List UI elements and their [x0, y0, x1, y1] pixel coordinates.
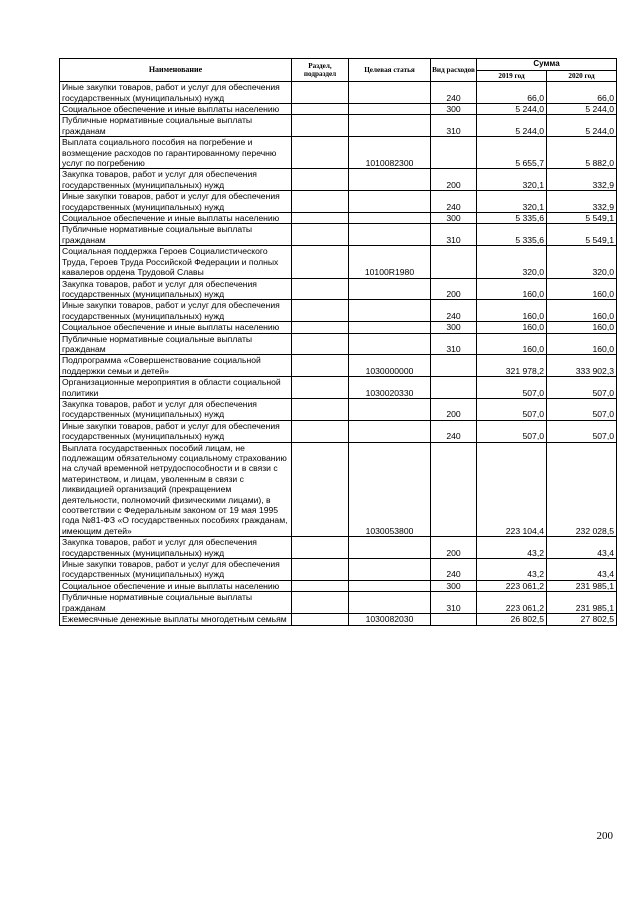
cell-sum-2019: 507,0	[477, 420, 547, 442]
header-name: Наименование	[60, 59, 292, 82]
cell-expense-kind: 240	[431, 420, 477, 442]
cell-name: Социальное обеспечение и иные выплаты населению	[60, 104, 292, 115]
cell-name: Иные закупки товаров, работ и услуг для обеспечения государственных (муниципальных) нужд	[60, 559, 292, 581]
table-row	[60, 246, 617, 278]
cell-sum-2019: 507,0	[477, 377, 547, 399]
cell-sum-2019: 5 655,7	[477, 137, 547, 169]
cell-section	[292, 137, 349, 169]
table-row	[60, 398, 617, 420]
table-row	[60, 213, 617, 224]
cell-name: Закупка товаров, работ и услуг для обеспечения государственных (муниципальных) нужд	[60, 537, 292, 559]
cell-section	[292, 398, 349, 420]
table-row	[60, 537, 617, 559]
cell-name: Публичные нормативные социальные выплаты гражданам	[60, 115, 292, 137]
cell-target-article: 1030020330	[349, 377, 431, 399]
cell-target-article	[349, 333, 431, 355]
cell-name: Социальное обеспечение и иные выплаты населению	[60, 580, 292, 591]
cell-expense-kind	[431, 355, 477, 377]
cell-section	[292, 442, 349, 537]
cell-name: Выплата социального пособия на погребение и возмещение расходов по гарантированному перечню услуг по погребению	[60, 137, 292, 169]
cell-target-article	[349, 300, 431, 322]
cell-expense-kind: 240	[431, 191, 477, 213]
cell-sum-2019: 320,1	[477, 169, 547, 191]
cell-section	[292, 614, 349, 625]
cell-section	[292, 322, 349, 333]
budget-table	[59, 58, 617, 626]
table-row	[60, 115, 617, 137]
cell-sum-2019: 320,1	[477, 191, 547, 213]
cell-sum-2020: 332,9	[547, 191, 617, 213]
table-row	[60, 592, 617, 614]
cell-expense-kind: 310	[431, 115, 477, 137]
header-sum: Сумма	[477, 59, 617, 71]
cell-name: Социальная поддержка Героев Социалистического Труда, Героев Труда Российской Федерации и полных кавалеров ордена Трудовой Славы	[60, 246, 292, 278]
table-row	[60, 322, 617, 333]
cell-section	[292, 377, 349, 399]
cell-expense-kind	[431, 442, 477, 537]
table-row	[60, 300, 617, 322]
cell-target-article	[349, 420, 431, 442]
cell-sum-2019: 160,0	[477, 333, 547, 355]
cell-section	[292, 213, 349, 224]
cell-sum-2019: 160,0	[477, 278, 547, 300]
cell-target-article	[349, 592, 431, 614]
cell-expense-kind: 300	[431, 213, 477, 224]
cell-section	[292, 580, 349, 591]
cell-section	[292, 420, 349, 442]
cell-expense-kind: 240	[431, 559, 477, 581]
cell-sum-2019: 223 104,4	[477, 442, 547, 537]
cell-target-article	[349, 322, 431, 333]
cell-sum-2020: 27 802,5	[547, 614, 617, 625]
cell-sum-2020: 332,9	[547, 169, 617, 191]
cell-target-article	[349, 115, 431, 137]
cell-sum-2020: 320,0	[547, 246, 617, 278]
cell-expense-kind	[431, 377, 477, 399]
cell-section	[292, 191, 349, 213]
table-row	[60, 278, 617, 300]
cell-name: Организационные мероприятия в области социальной политики	[60, 377, 292, 399]
cell-name: Выплата государственных пособий лицам, не подлежащим обязательному социальному страхованию на случай временной нетрудоспособности и в связи с материнством, и лицам, уволенным в связи с ликвидацией организаций (прекращением деятельности, полномочий физическими лицами), в соответствии с Федеральным законом от 19 мая 1995 года №81-ФЗ «О государственных пособиях гражданам, имеющим детей»	[60, 442, 292, 537]
cell-expense-kind: 300	[431, 322, 477, 333]
cell-expense-kind: 200	[431, 398, 477, 420]
cell-sum-2020: 231 985,1	[547, 580, 617, 591]
cell-name: Социальное обеспечение и иные выплаты населению	[60, 322, 292, 333]
cell-sum-2019: 5 244,0	[477, 115, 547, 137]
table-row	[60, 559, 617, 581]
cell-sum-2019: 5 244,0	[477, 104, 547, 115]
cell-expense-kind: 310	[431, 224, 477, 246]
cell-expense-kind: 240	[431, 82, 477, 104]
cell-target-article: 10100R1980	[349, 246, 431, 278]
cell-section	[292, 169, 349, 191]
cell-target-article	[349, 169, 431, 191]
cell-target-article: 1030082030	[349, 614, 431, 625]
cell-sum-2020: 231 985,1	[547, 592, 617, 614]
cell-sum-2019: 5 335,6	[477, 213, 547, 224]
cell-sum-2020: 43,4	[547, 537, 617, 559]
header-target-article: Целевая статья	[349, 59, 431, 82]
cell-name: Публичные нормативные социальные выплаты гражданам	[60, 333, 292, 355]
cell-name: Социальное обеспечение и иные выплаты населению	[60, 213, 292, 224]
cell-sum-2019: 5 335,6	[477, 224, 547, 246]
cell-target-article: 1030000000	[349, 355, 431, 377]
cell-sum-2020: 160,0	[547, 300, 617, 322]
cell-sum-2020: 507,0	[547, 398, 617, 420]
cell-name: Публичные нормативные социальные выплаты гражданам	[60, 592, 292, 614]
table-row	[60, 104, 617, 115]
cell-sum-2019: 66,0	[477, 82, 547, 104]
cell-target-article: 1030053800	[349, 442, 431, 537]
cell-section	[292, 559, 349, 581]
cell-expense-kind	[431, 246, 477, 278]
cell-sum-2019: 160,0	[477, 300, 547, 322]
cell-expense-kind: 200	[431, 169, 477, 191]
cell-expense-kind: 200	[431, 278, 477, 300]
cell-sum-2019: 321 978,2	[477, 355, 547, 377]
table-row	[60, 355, 617, 377]
table-row	[60, 169, 617, 191]
cell-name: Иные закупки товаров, работ и услуг для обеспечения государственных (муниципальных) нужд	[60, 82, 292, 104]
cell-name: Иные закупки товаров, работ и услуг для обеспечения государственных (муниципальных) нужд	[60, 300, 292, 322]
table-row	[60, 333, 617, 355]
table-row	[60, 420, 617, 442]
cell-target-article	[349, 224, 431, 246]
cell-sum-2019: 320,0	[477, 246, 547, 278]
cell-sum-2020: 43,4	[547, 559, 617, 581]
cell-target-article	[349, 104, 431, 115]
header-section: Раздел, подраздел	[292, 59, 349, 82]
table-body	[60, 82, 617, 625]
cell-sum-2020: 5 244,0	[547, 104, 617, 115]
table-row	[60, 377, 617, 399]
cell-name: Иные закупки товаров, работ и услуг для обеспечения государственных (муниципальных) нужд	[60, 420, 292, 442]
cell-section	[292, 224, 349, 246]
cell-section	[292, 104, 349, 115]
cell-target-article: 1010082300	[349, 137, 431, 169]
cell-name: Ежемесячные денежные выплаты многодетным семьям	[60, 614, 292, 625]
cell-section	[292, 82, 349, 104]
cell-expense-kind: 300	[431, 104, 477, 115]
cell-name: Закупка товаров, работ и услуг для обеспечения государственных (муниципальных) нужд	[60, 398, 292, 420]
cell-section	[292, 246, 349, 278]
cell-target-article	[349, 559, 431, 581]
cell-sum-2019: 223 061,2	[477, 592, 547, 614]
header-expense-kind: Вид расходов	[431, 59, 477, 82]
cell-expense-kind: 200	[431, 537, 477, 559]
cell-sum-2020: 160,0	[547, 278, 617, 300]
cell-sum-2020: 5 882,0	[547, 137, 617, 169]
cell-name: Закупка товаров, работ и услуг для обеспечения государственных (муниципальных) нужд	[60, 169, 292, 191]
cell-name: Публичные нормативные социальные выплаты гражданам	[60, 224, 292, 246]
cell-target-article	[349, 191, 431, 213]
table-row	[60, 614, 617, 625]
cell-section	[292, 278, 349, 300]
table-row	[60, 224, 617, 246]
cell-target-article	[349, 82, 431, 104]
cell-sum-2020: 160,0	[547, 333, 617, 355]
table-row	[60, 580, 617, 591]
cell-expense-kind: 310	[431, 592, 477, 614]
cell-section	[292, 115, 349, 137]
cell-expense-kind	[431, 614, 477, 625]
cell-target-article	[349, 580, 431, 591]
header-year-2020: 2020 год	[547, 70, 617, 82]
table-row	[60, 442, 617, 537]
cell-sum-2019: 160,0	[477, 322, 547, 333]
cell-target-article	[349, 537, 431, 559]
cell-expense-kind	[431, 137, 477, 169]
cell-section	[292, 537, 349, 559]
table-row	[60, 137, 617, 169]
cell-sum-2020: 232 028,5	[547, 442, 617, 537]
cell-name: Подпрограмма «Совершенствование социальной поддержки семьи и детей»	[60, 355, 292, 377]
cell-sum-2020: 507,0	[547, 420, 617, 442]
cell-section	[292, 355, 349, 377]
cell-expense-kind: 300	[431, 580, 477, 591]
cell-sum-2019: 43,2	[477, 559, 547, 581]
table-row	[60, 82, 617, 104]
cell-sum-2020: 66,0	[547, 82, 617, 104]
cell-name: Иные закупки товаров, работ и услуг для обеспечения государственных (муниципальных) нужд	[60, 191, 292, 213]
cell-target-article	[349, 213, 431, 224]
cell-section	[292, 592, 349, 614]
cell-target-article	[349, 398, 431, 420]
cell-sum-2019: 507,0	[477, 398, 547, 420]
table-header	[60, 59, 617, 82]
cell-sum-2020: 5 549,1	[547, 224, 617, 246]
cell-sum-2020: 507,0	[547, 377, 617, 399]
table-row	[60, 191, 617, 213]
cell-name: Закупка товаров, работ и услуг для обеспечения государственных (муниципальных) нужд	[60, 278, 292, 300]
cell-sum-2019: 26 802,5	[477, 614, 547, 625]
cell-sum-2019: 223 061,2	[477, 580, 547, 591]
cell-expense-kind: 310	[431, 333, 477, 355]
cell-section	[292, 333, 349, 355]
cell-sum-2019: 43,2	[477, 537, 547, 559]
cell-target-article	[349, 278, 431, 300]
cell-section	[292, 300, 349, 322]
page-number: 200	[596, 830, 613, 842]
cell-sum-2020: 5 549,1	[547, 213, 617, 224]
cell-sum-2020: 333 902,3	[547, 355, 617, 377]
cell-expense-kind: 240	[431, 300, 477, 322]
header-year-2019: 2019 год	[477, 70, 547, 82]
cell-sum-2020: 160,0	[547, 322, 617, 333]
cell-sum-2020: 5 244,0	[547, 115, 617, 137]
